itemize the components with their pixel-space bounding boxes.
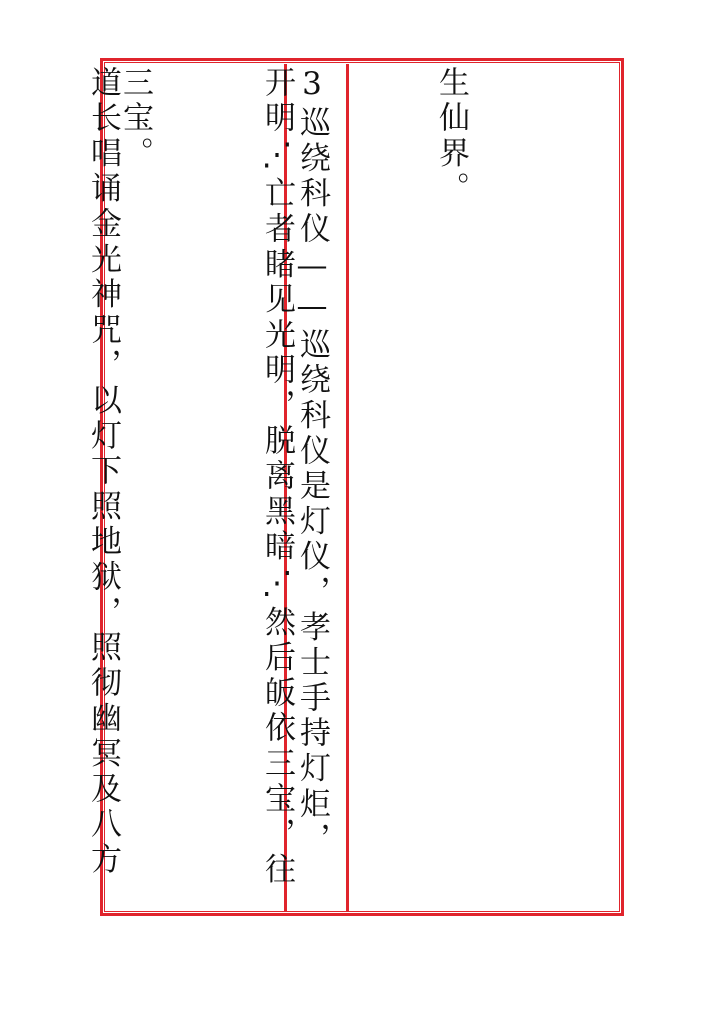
text-column-3: 道长唱诵金光神咒，以灯下照地狱，照彻幽冥及八方 [85, 66, 121, 878]
text-column-5: 三宝。 [117, 66, 153, 172]
left-text-block [118, 66, 280, 946]
middle-text-block [294, 66, 412, 946]
text-column-1: 生仙界。 [433, 66, 469, 208]
text-column-2: 开明⋰亡者睹见光明，脱离黑暗⋰然后皈依三宝，往 [259, 66, 295, 888]
text-column-4: 3巡绕科仪——巡绕科仪是灯仪，孝士手持灯炬， [294, 66, 330, 858]
